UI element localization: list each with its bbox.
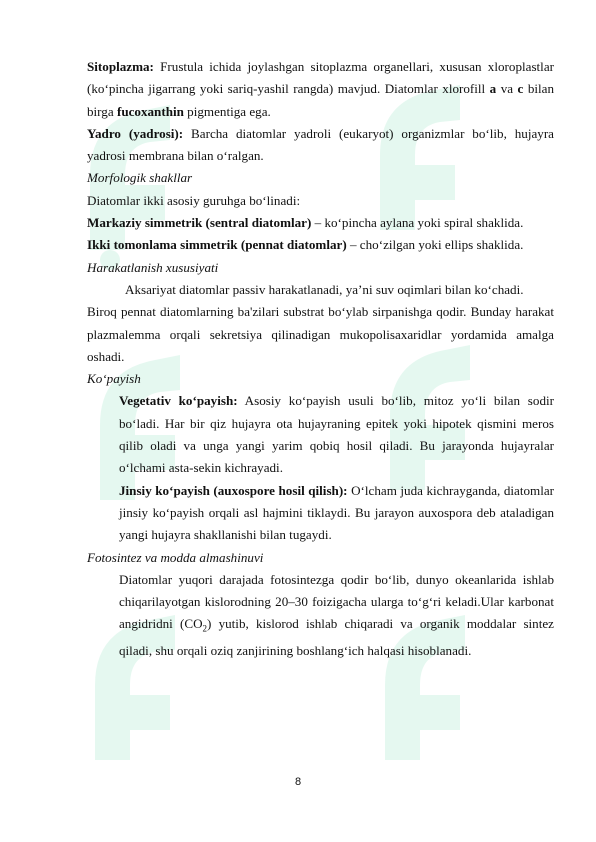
paragraph-markaziy: Markaziy simmetrik (sentral diatomlar) – koʻpincha aylana yoki spiral shaklida.	[87, 215, 524, 231]
paragraph: Aksariyat diatomlar passiv harakatlanadi, ya’ni suv oqimlari bilan koʻchadi.	[125, 281, 524, 297]
paragraph: Biroq pennat diatomlarning ba'zilari substrat boʻylab sirpanishga qodir. Bunday harakat plazmalemma orqali sekretsiya qilinadigan mukopolisaxaridlar yordamida amalga oshadi.	[87, 304, 554, 364]
paragraph-jinsiy: Jinsiy koʻpayish (auxospore hosil qilish): Oʻlcham juda kichrayganda, diatomlar jinsiy koʻpayish orqali asl hajmini tiklaydi. Bu jarayon auxospora deb ataladigan yangi hujayra shakllanishi bilan tugaydi.	[119, 482, 554, 543]
section-heading: Fotosintez va modda almashinuvi	[87, 549, 264, 565]
term-label: Sitoplazma:	[87, 59, 154, 74]
page-number: 8	[294, 776, 302, 788]
paragraph-fotosintez: Diatomlar yuqori darajada fotosintezga qodir boʻlib, dunyo okeanlarida ishlab chiqarilayotgan kislorodning 20–30 foizigacha ularga toʻgʻri keladi.Ular karbonat angidridni $(CO_2)$ yutib, kislorod ishlab chiqaradi va organik moddalar sintez qiladi, shu orqali oziq zanjirining boshlangʻich halqasi hisoblanadi.	[119, 571, 554, 659]
term-label: Ikki tomonlama simmetrik (pennat diatomlar)	[87, 237, 347, 253]
section-heading: Koʻpayish	[87, 371, 141, 387]
section-heading: Harakatlanish xususiyati	[87, 259, 219, 275]
section-heading: Morfologik shakllar	[87, 170, 193, 186]
paragraph-vegetativ: Vegetativ koʻpayish: Asosiy koʻpayish usuli boʻlib, mitoz yoʻli bilan sodir boʻladi. Har bir qiz hujayra ota hujayraning epitek yoki hipotek qismini meros qilib oladi va unga yangi yarim qobiq hosil qiladi. Bu jarayonda hujayralar oʻlchami asta-sekin kichrayadi.	[119, 393, 554, 476]
paragraph-ikki-tomonlama: Ikki tomonlama simmetrik (pennat diatomlar) – choʻzilgan yoki ellips shaklida.	[87, 237, 524, 253]
paragraph: Diatomlar ikki asosiy guruhga boʻlinadi:	[87, 192, 301, 208]
term-label: Jinsiy koʻpayish (auxospore hosil qilish):	[119, 482, 348, 498]
paragraph-sitoplazma: Sitoplazma: Frustula ichida joylashgan sitoplazma organellari, xususan xloroplastlar (koʻpincha jigarrang yoki sariq-yashil rangda) mavjud. Diatomlar xlorofill a va c bilan birga fucoxanthin pigmentiga ega.	[87, 59, 554, 119]
term-label: Markaziy simmetrik (sentral diatomlar)	[87, 215, 312, 231]
paragraph-yadro: Yadro (yadrosi): Barcha diatomlar yadroli (eukaryot) organizmlar boʻlib, hujayra yadrosi membrana bilan oʻralgan.	[87, 125, 554, 164]
page-content	[87, 56, 554, 663]
term-label: Vegetativ koʻpayish:	[119, 393, 238, 409]
term-label: Yadro (yadrosi):	[87, 125, 184, 141]
